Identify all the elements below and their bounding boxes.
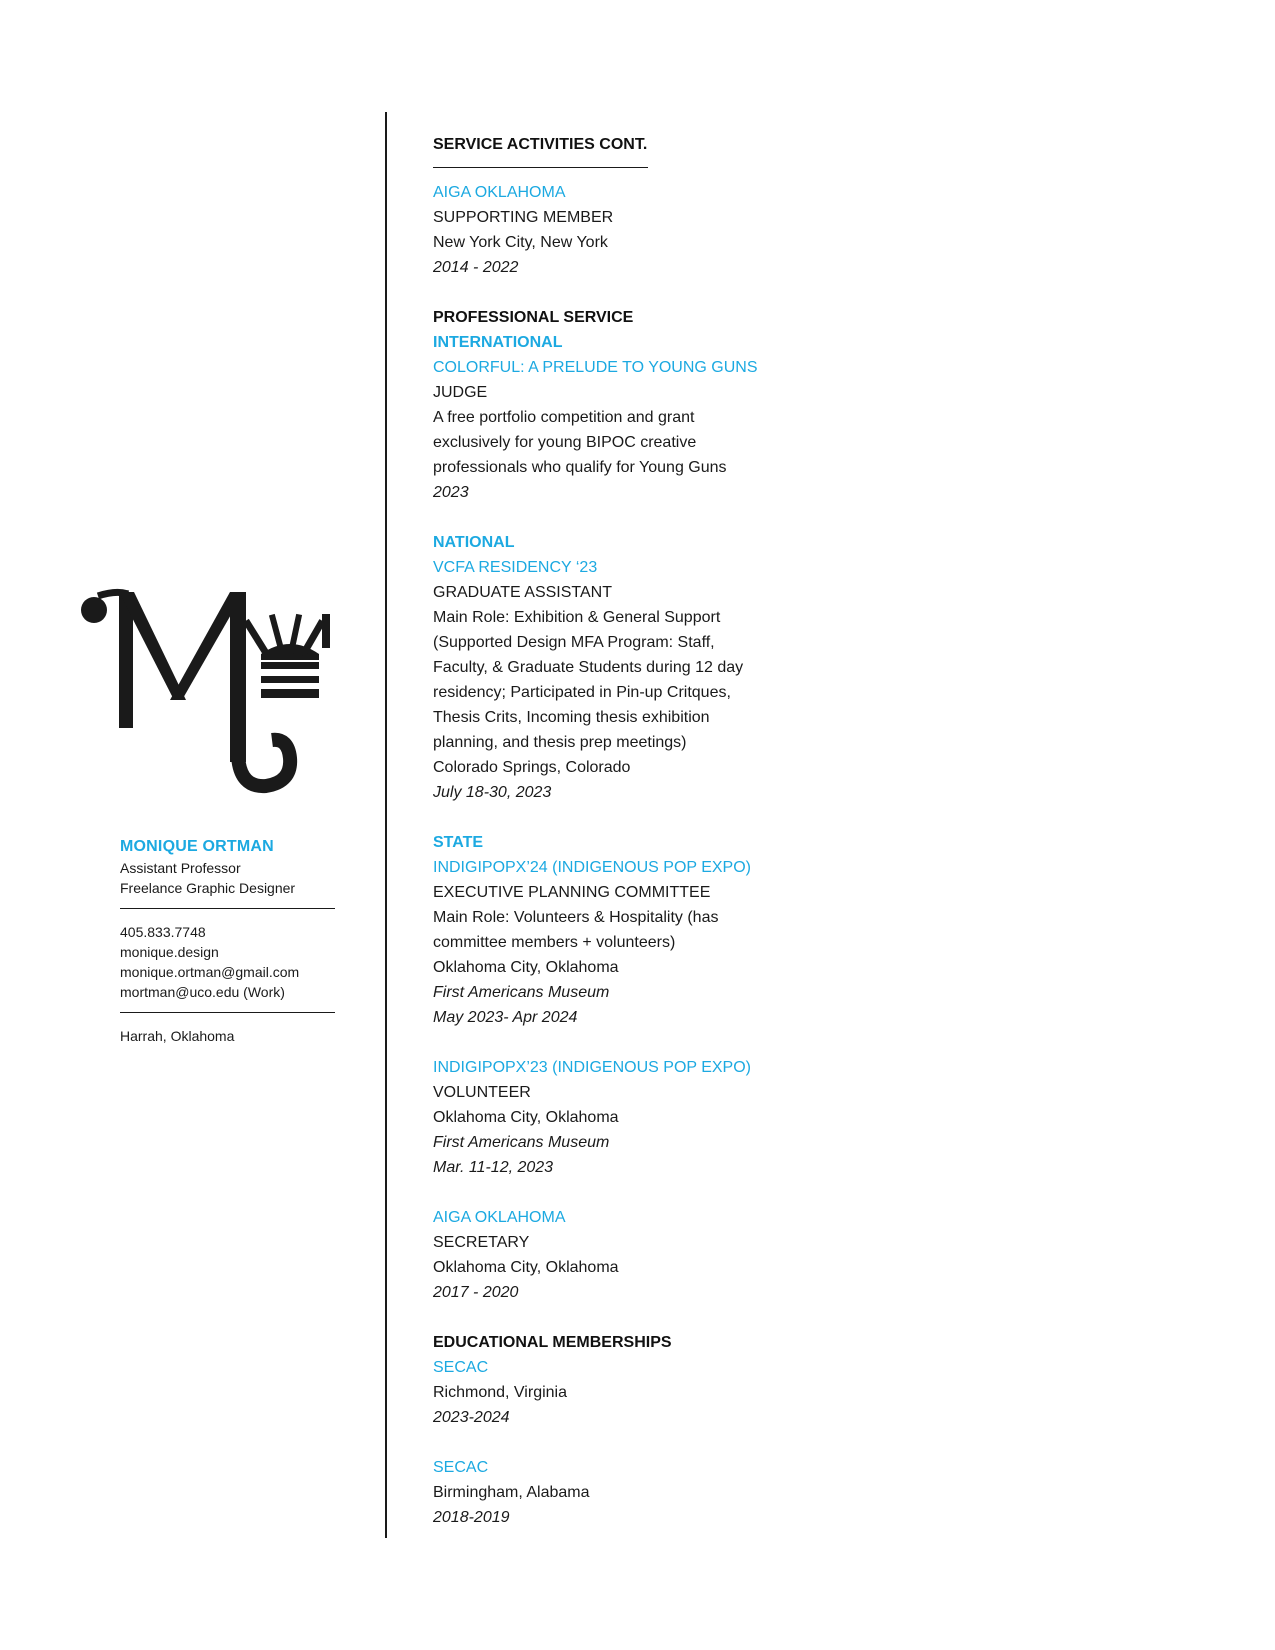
resume-main	[433, 132, 853, 1530]
entry-role: SUPPORTING MEMBER	[433, 209, 614, 226]
entry-description: Main Role: Volunteers & Hospitality (has	[433, 909, 719, 926]
section-heading: EDUCATIONAL MEMBERSHIPS	[433, 1334, 672, 1351]
entry-secac-2023	[433, 1355, 853, 1430]
entry-org: AIGA OKLAHOMA	[433, 1209, 566, 1226]
entry-dates: 2023	[433, 484, 469, 501]
entry-org: INDIGIPOPX’23 (INDIGENOUS POP EXPO)	[433, 1059, 751, 1076]
entry-role: JUDGE	[433, 384, 488, 401]
entry-role: GRADUATE ASSISTANT	[433, 584, 612, 601]
entry-dates: 2017 - 2020	[433, 1284, 519, 1301]
job-title-secondary: Freelance Graphic Designer	[120, 880, 296, 896]
entry-description: Main Role: Exhibition & General Support	[433, 609, 721, 626]
entry-location: Richmond, Virginia	[433, 1384, 567, 1401]
entry-dates: 2018-2019	[433, 1509, 510, 1526]
entry-location: Oklahoma City, Oklahoma	[433, 1109, 619, 1126]
entry-description: Thesis Crits, Incoming thesis exhibition	[433, 709, 710, 726]
entry-location: Oklahoma City, Oklahoma	[433, 959, 619, 976]
entry-description: residency; Participated in Pin-up Critques,	[433, 684, 731, 701]
entry-description: Faculty, & Graduate Students during 12 day	[433, 659, 744, 676]
entry-aiga-secretary	[433, 1205, 853, 1305]
entry-location: Birmingham, Alabama	[433, 1484, 590, 1501]
entry-indigipopx-23	[433, 1055, 853, 1180]
entry-dates: May 2023- Apr 2024	[433, 1009, 578, 1026]
column-divider	[385, 112, 387, 1538]
entry-role: VOLUNTEER	[433, 1084, 531, 1101]
entry-aiga-supporting	[433, 180, 853, 280]
entry-location: New York City, New York	[433, 234, 608, 251]
contact-sidebar	[120, 838, 335, 1046]
work-email-link[interactable]: mortman@uco.edu (Work)	[120, 984, 285, 1000]
phone-number: 405.833.7748	[120, 924, 206, 940]
monogram-logo-icon	[78, 588, 338, 798]
home-location: Harrah, Oklahoma	[120, 1028, 235, 1044]
entry-description: committee members + volunteers)	[433, 934, 676, 951]
section-heading: SERVICE ACTIVITIES CONT.	[433, 136, 648, 153]
level-heading: NATIONAL	[433, 534, 515, 551]
section-divider	[433, 167, 648, 168]
entry-org: COLORFUL: A PRELUDE TO YOUNG GUNS	[433, 359, 758, 376]
entry-description: A free portfolio competition and grant	[433, 409, 695, 426]
entry-org: VCFA RESIDENCY ‘23	[433, 559, 598, 576]
entry-venue: First Americans Museum	[433, 1134, 610, 1151]
entry-dates: 2014 - 2022	[433, 259, 519, 276]
person-name: MONIQUE ORTMAN	[120, 838, 274, 855]
entry-vcfa	[433, 555, 853, 805]
entry-venue: First Americans Museum	[433, 984, 610, 1001]
entry-description: professionals who qualify for Young Guns	[433, 459, 727, 476]
entry-indigipopx-24	[433, 855, 853, 1030]
level-heading: STATE	[433, 834, 484, 851]
entry-description: exclusively for young BIPOC creative	[433, 434, 697, 451]
entry-description: (Supported Design MFA Program: Staff,	[433, 634, 715, 651]
level-heading: INTERNATIONAL	[433, 334, 563, 351]
entry-description: planning, and thesis prep meetings)	[433, 734, 687, 751]
entry-org: AIGA OKLAHOMA	[433, 184, 566, 201]
entry-dates: 2023-2024	[433, 1409, 510, 1426]
entry-dates: Mar. 11-12, 2023	[433, 1159, 554, 1176]
job-title: Assistant Professor	[120, 860, 241, 876]
sidebar-divider	[120, 1012, 335, 1013]
entry-dates: July 18-30, 2023	[433, 784, 552, 801]
entry-location: Oklahoma City, Oklahoma	[433, 1259, 619, 1276]
entry-location: Colorado Springs, Colorado	[433, 759, 631, 776]
entry-org: SECAC	[433, 1459, 489, 1476]
entry-colorful	[433, 355, 853, 505]
entry-secac-2018	[433, 1455, 853, 1530]
website-link[interactable]: monique.design	[120, 944, 219, 960]
section-heading: PROFESSIONAL SERVICE	[433, 309, 634, 326]
personal-email-link[interactable]: monique.ortman@gmail.com	[120, 964, 300, 980]
sidebar-divider	[120, 908, 335, 909]
entry-org: SECAC	[433, 1359, 489, 1376]
entry-role: SECRETARY	[433, 1234, 530, 1251]
entry-org: INDIGIPOPX’24 (INDIGENOUS POP EXPO)	[433, 859, 751, 876]
entry-role: EXECUTIVE PLANNING COMMITTEE	[433, 884, 711, 901]
